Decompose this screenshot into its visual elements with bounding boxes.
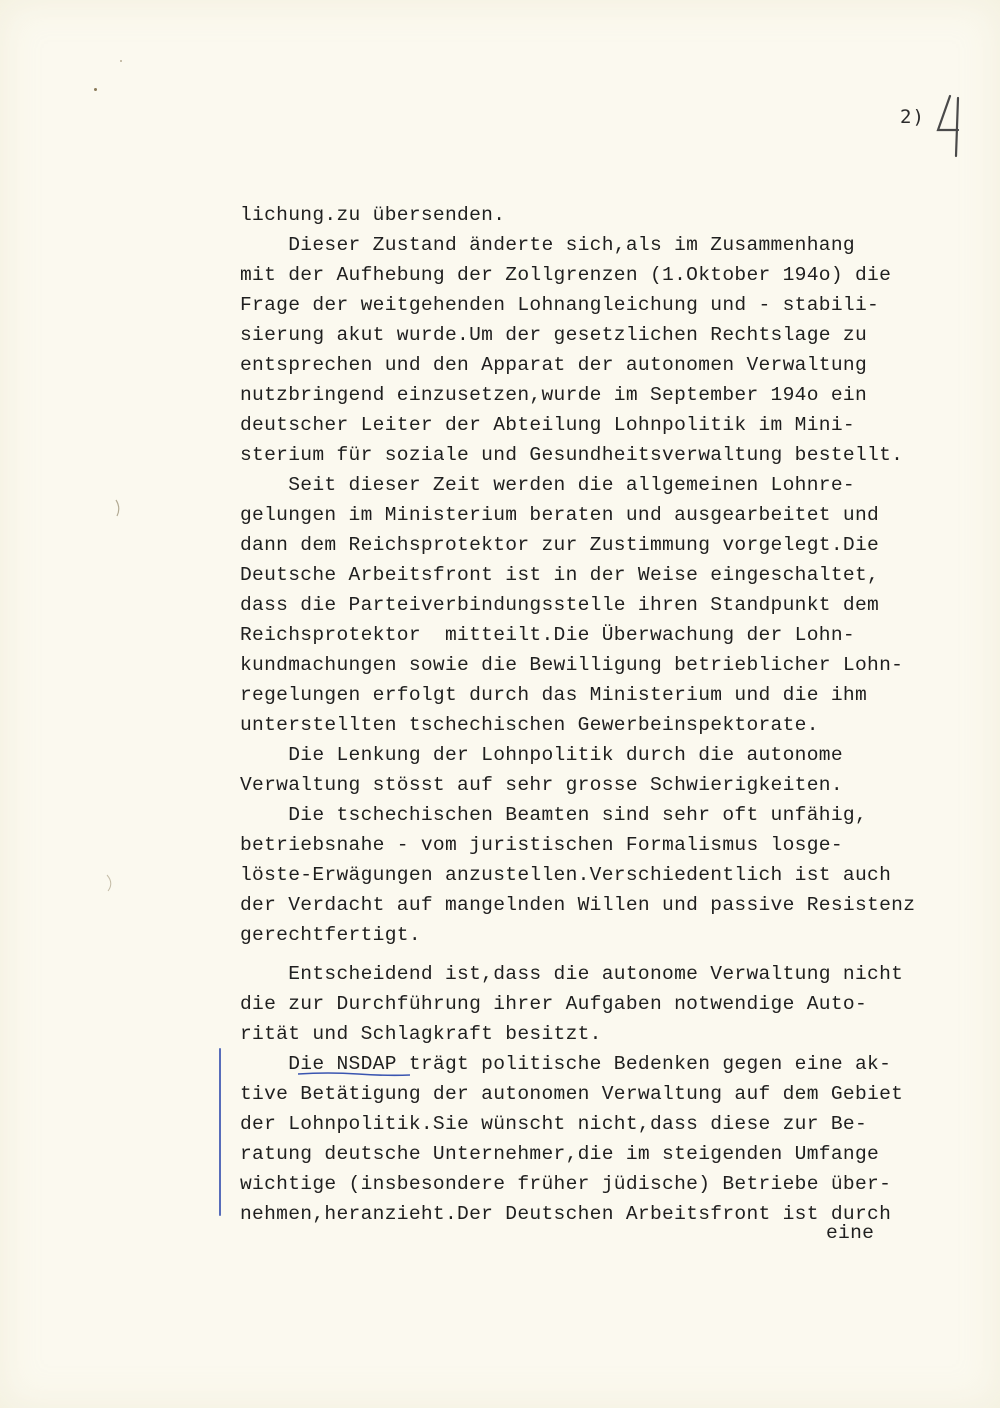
paper-speck xyxy=(94,88,97,91)
margin-mark xyxy=(104,872,118,894)
text-line: Dieser Zustand änderte sich,als im Zusammenhang xyxy=(240,234,855,256)
text-line: mit der Aufhebung der Zollgrenzen (1.Oktober 194o) die xyxy=(240,264,892,286)
text-line: entsprechen und den Apparat der autonomen Verwaltung xyxy=(240,354,868,376)
text-line: wichtige (insbesondere früher jüdische) Betriebe über- xyxy=(240,1173,892,1195)
text-line: kundmachungen sowie die Bewilligung betrieblicher Lohn- xyxy=(240,654,904,676)
text-line: löste-Erwägungen anzustellen.Verschiedentlich ist auch xyxy=(240,864,892,886)
page-number: 2) xyxy=(900,106,925,128)
text-line: Verwaltung stösst auf sehr grosse Schwierigkeiten. xyxy=(240,774,843,796)
paper-speck xyxy=(120,60,122,62)
text-line: deutscher Leiter der Abteilung Lohnpolitik im Mini- xyxy=(240,414,855,436)
text-line: Seit dieser Zeit werden die allgemeinen Lohnre- xyxy=(240,474,855,496)
margin-annotation-line xyxy=(219,1048,221,1216)
text-line: Die NSDAP trägt politische Bedenken gegen eine ak- xyxy=(240,1053,892,1075)
text-line: regelungen erfolgt durch das Ministerium und die ihm xyxy=(240,684,868,706)
text-line: lichung.zu übersenden. xyxy=(240,204,506,226)
text-line: Die Lenkung der Lohnpolitik durch die autonome xyxy=(240,744,843,766)
text-line: gelungen im Ministerium beraten und ausgearbeitet und xyxy=(240,504,880,526)
text-line: der Lohnpolitik.Sie wünscht nicht,dass diese zur Be- xyxy=(240,1113,868,1135)
text-line: nehmen,heranzieht.Der Deutschen Arbeitsfront ist durch xyxy=(240,1203,892,1225)
text-line: die zur Durchführung ihrer Aufgaben notwendige Auto- xyxy=(240,993,868,1015)
text-line: sterium für soziale und Gesundheitsverwaltung bestellt. xyxy=(240,444,904,466)
text-line: unterstellten tschechischen Gewerbeinspektorate. xyxy=(240,714,819,736)
text-line: sierung akut wurde.Um der gesetzlichen Rechtslage zu xyxy=(240,324,868,346)
text-line: nutzbringend einzusetzen,wurde im September 194o ein xyxy=(240,384,868,406)
text-line: Deutsche Arbeitsfront ist in der Weise eingeschaltet, xyxy=(240,564,880,586)
text-line: Die tschechischen Beamten sind sehr oft unfähig, xyxy=(240,804,868,826)
text-line: gerechtfertigt. xyxy=(240,924,421,946)
text-line: dann dem Reichsprotektor zur Zustimmung vorgelegt.Die xyxy=(240,534,880,556)
text-line: Frage der weitgehenden Lohnangleichung und - stabili- xyxy=(240,294,880,316)
text-line: dass die Parteiverbindungsstelle ihren Standpunkt dem xyxy=(240,594,880,616)
text-line: der Verdacht auf mangelnden Willen und passive Resistenz xyxy=(240,894,916,916)
text-line: ratung deutsche Unternehmer,die im steigenden Umfange xyxy=(240,1143,880,1165)
text-line: betriebsnahe - vom juristischen Formalismus losge- xyxy=(240,834,843,856)
catchword: eine xyxy=(826,1222,875,1244)
text-line: rität und Schlagkraft besitzt. xyxy=(240,1023,602,1045)
text-line: Entscheidend ist,dass die autonome Verwaltung nicht xyxy=(240,963,904,985)
underline-annotation xyxy=(298,1071,410,1077)
text-line: Reichsprotektor mitteilt.Die Überwachung der Lohn- xyxy=(240,624,855,646)
text-line: tive Betätigung der autonomen Verwaltung auf dem Gebiet xyxy=(240,1083,904,1105)
margin-mark xyxy=(112,498,126,518)
handwritten-number-mark xyxy=(928,92,968,162)
